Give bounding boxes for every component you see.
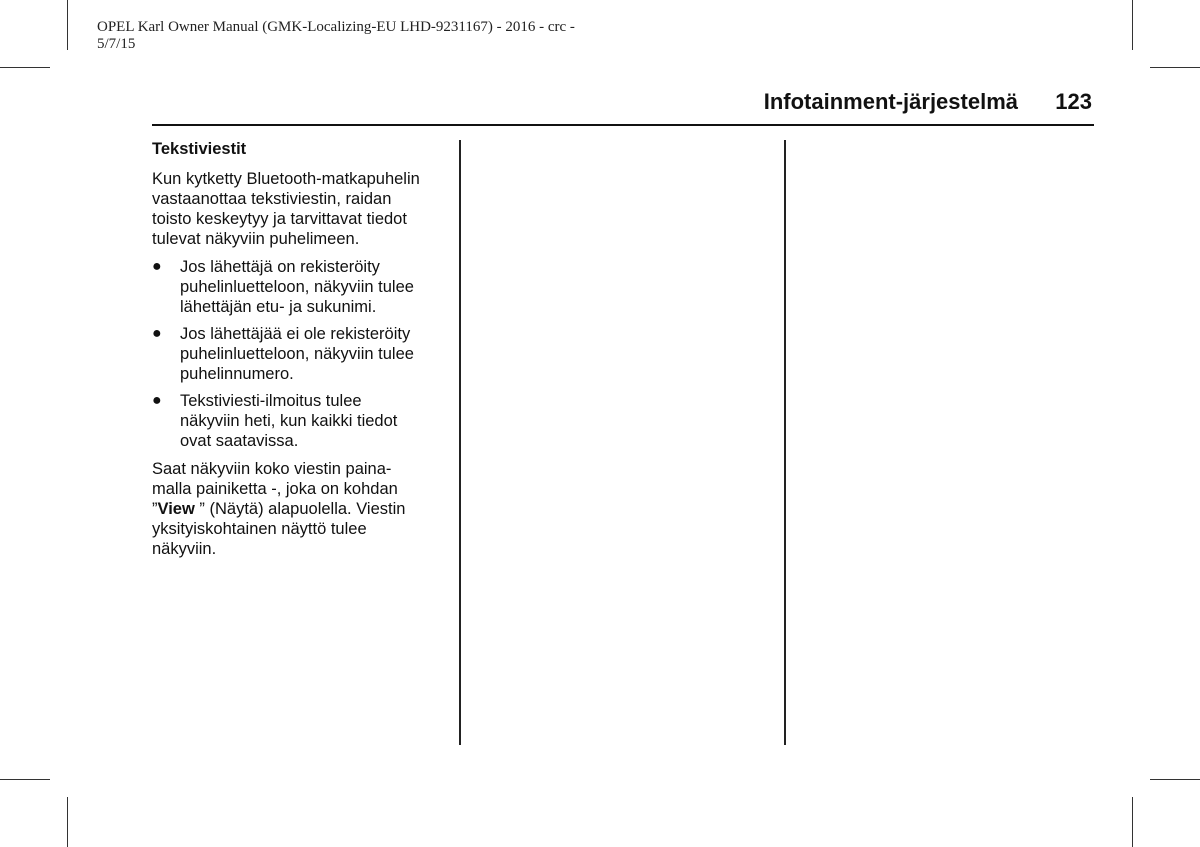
bullet-line: näkyviin heti, kun kaikki tiedot xyxy=(180,412,398,430)
view-keyword: View xyxy=(157,500,195,518)
intro-line: Kun kytketty Bluetooth-matkapuhelin xyxy=(152,170,420,188)
closing-line: malla painiketta -, joka on kohdan xyxy=(152,480,398,498)
bullet-line: Jos lähettäjää ei ole rekisteröity xyxy=(180,325,411,343)
intro-line: tulevat näkyviin puhelimeen. xyxy=(152,230,360,248)
closing-line: Saat näkyviin koko viestin paina- xyxy=(152,460,392,478)
crop-mark-top-right-vertical xyxy=(1132,0,1133,50)
bullet-item xyxy=(152,257,452,317)
crop-mark-bottom-right-horizontal xyxy=(1150,779,1200,780)
bullet-item xyxy=(152,391,452,451)
crop-mark-top-right-horizontal xyxy=(1150,67,1200,68)
page-number: 123 xyxy=(1055,89,1092,114)
column-divider-1 xyxy=(459,140,461,745)
bullet-line: puhelinluetteloon, näkyviin tulee xyxy=(180,278,414,296)
print-metadata xyxy=(97,19,617,53)
crop-mark-bottom-left-vertical xyxy=(67,797,68,847)
closing-paragraph xyxy=(152,459,452,559)
bullet-line: Jos lähettäjä on rekisteröity xyxy=(180,258,380,276)
bullet-icon: ● xyxy=(152,325,162,342)
bullet-list xyxy=(152,257,452,451)
closing-line xyxy=(152,499,452,519)
bullet-line: ovat saatavissa. xyxy=(180,432,299,450)
text-column-1 xyxy=(152,139,452,567)
crop-mark-bottom-right-vertical xyxy=(1132,797,1133,847)
page-title: Infotainment-järjestelmä xyxy=(763,89,1018,114)
bullet-line: lähettäjän etu- ja sukunimi. xyxy=(180,298,377,316)
header-rule xyxy=(152,124,1094,126)
print-metadata-line-2: 5/7/15 xyxy=(97,36,136,52)
bullet-line: Tekstiviesti-ilmoitus tulee xyxy=(180,392,362,410)
print-metadata-line-1: OPEL Karl Owner Manual (GMK-Localizing-EU LHD-9231167) - 2016 - crc - xyxy=(97,19,575,35)
closing-line-rest: ” (Näytä) alapuolella. Viestin xyxy=(194,500,406,518)
intro-line: toisto keskeytyy ja tarvittavat tiedot xyxy=(152,210,407,228)
bullet-item xyxy=(152,324,452,384)
intro-paragraph xyxy=(152,169,452,249)
intro-line: vastaanottaa tekstiviestin, raidan xyxy=(152,190,392,208)
section-heading: Tekstiviestit xyxy=(152,140,247,158)
crop-mark-bottom-left-horizontal xyxy=(0,779,50,780)
crop-mark-top-left-horizontal xyxy=(0,67,50,68)
bullet-line: puhelinluetteloon, näkyviin tulee xyxy=(180,345,414,363)
closing-line: yksityiskohtainen näyttö tulee xyxy=(152,520,367,538)
bullet-icon: ● xyxy=(152,258,162,275)
bullet-icon: ● xyxy=(152,392,162,409)
crop-mark-top-left-vertical xyxy=(67,0,68,50)
closing-line: näkyviin. xyxy=(152,540,217,558)
quote-mark: ” xyxy=(152,500,158,518)
bullet-line: puhelinnumero. xyxy=(180,365,294,383)
column-divider-2 xyxy=(784,140,786,745)
